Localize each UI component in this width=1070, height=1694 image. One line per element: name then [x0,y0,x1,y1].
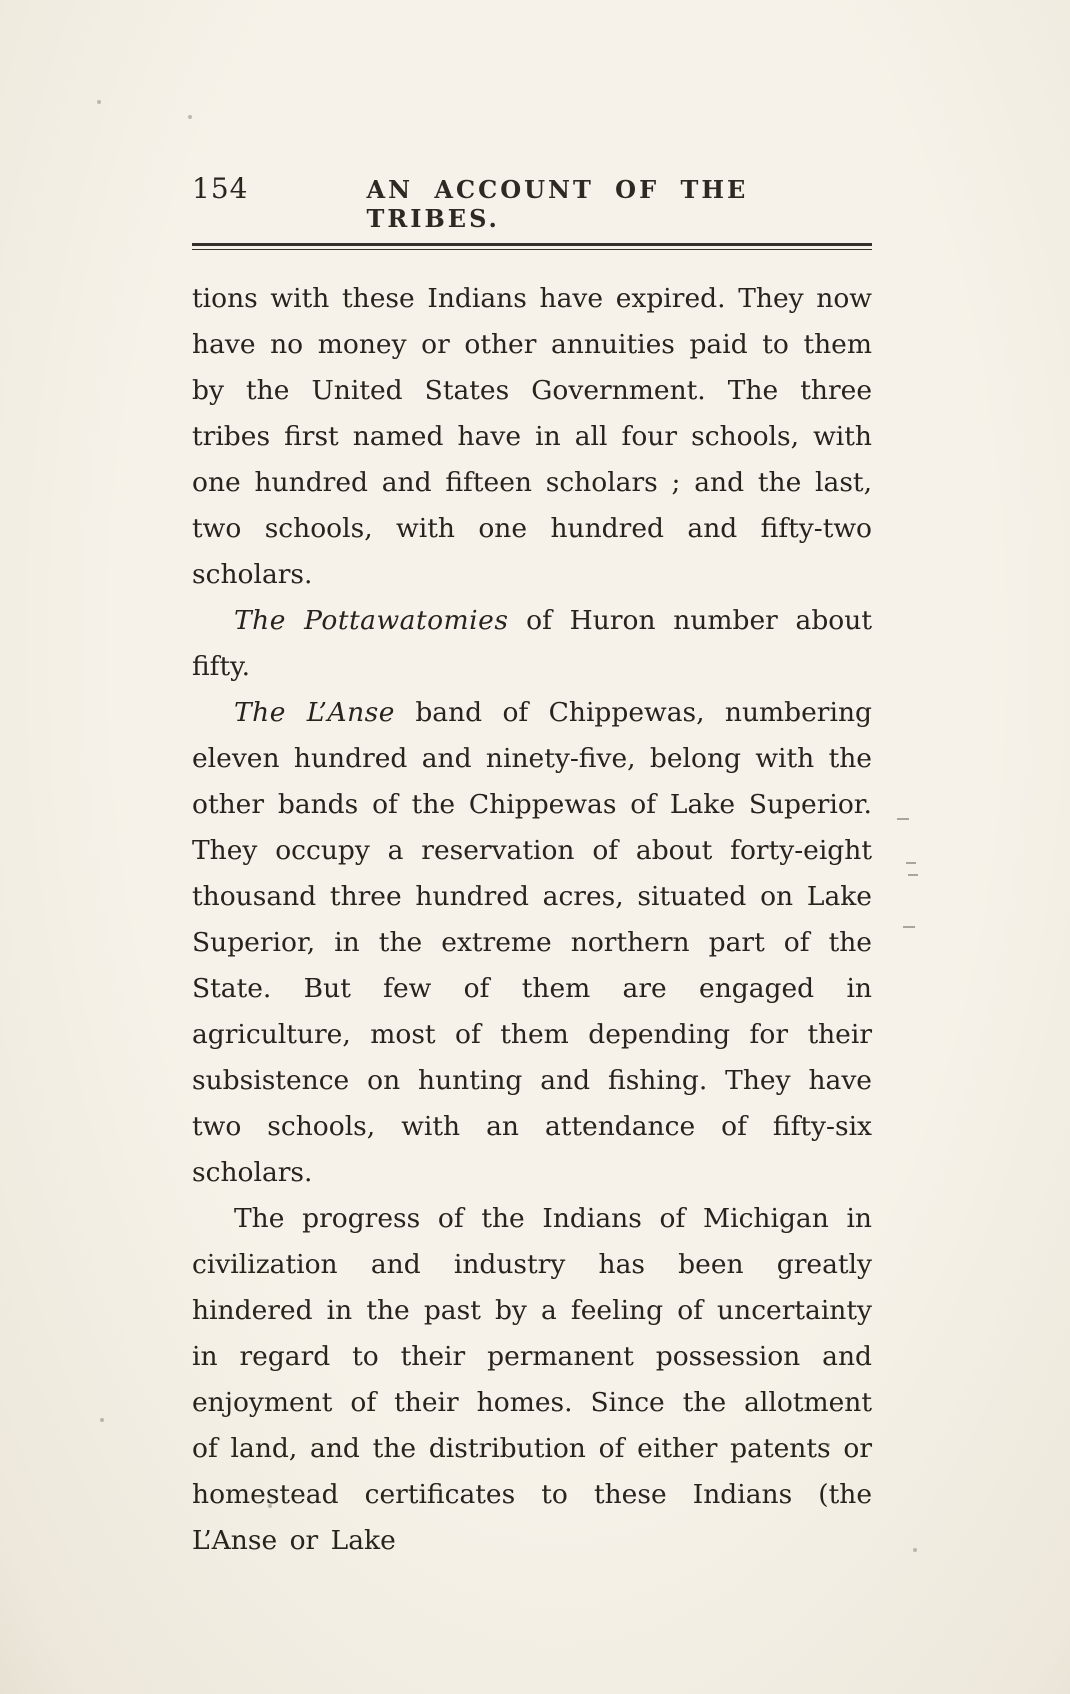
italic-text: The Pottawatomies [234,605,509,636]
scan-artifact [826,1443,830,1447]
italic-text: The L’Anse [234,697,395,728]
header-rule [192,243,872,250]
scan-artifact [100,1418,104,1422]
body-text: of Huron number about fifty. [192,605,872,682]
paragraph [192,1196,872,1564]
scan-artifact [268,1504,272,1508]
scan-artifact [188,115,192,119]
body-text: tions with these Indians have expired. They now have no money or other annuities paid to them by the United States Government. The three tribes first named have in all four schools, with one hundred and fifteen scholars ; and the last, two schools, with one hundred and fifty-two scholars. [192,283,872,590]
body-text: The progress of the Indians of Michigan in civilization and industry has been greatly hindered in the past by a feeling of uncertainty in regard to their permanent possession and enjoyment of their homes. Since the allotment of land, and the distribution of either patents or homestead certificates to these Indians (the L’Anse or Lake [192,1203,872,1556]
paragraph [192,276,872,598]
page-header [192,172,872,243]
page-body [192,276,872,1564]
scan-artifact [913,1548,917,1552]
scan-artifact [897,818,909,820]
scan-artifact [906,862,916,864]
paragraph [192,598,872,690]
scan-artifact [908,874,918,876]
scan-artifact [97,100,101,104]
body-text: band of Chippewas, numbering eleven hundred and ninety-five, belong with the other bands of the Chippewas of Lake Superior. They occupy a reservation of about forty-eight thousand three hundred acres, situated on Lake Superior, in the extreme northern part of the State. But few of them are engaged in agriculture, most of them depending for their subsistence on hunting and fishing. They have two schools, with an attendance of fifty-six scholars. [192,697,872,1188]
paragraph [192,690,872,1196]
scan-artifact [903,926,915,928]
page-content [192,172,872,1564]
page-number: 154 [192,172,249,205]
running-title: AN ACCOUNT OF THE TRIBES. [366,175,749,233]
